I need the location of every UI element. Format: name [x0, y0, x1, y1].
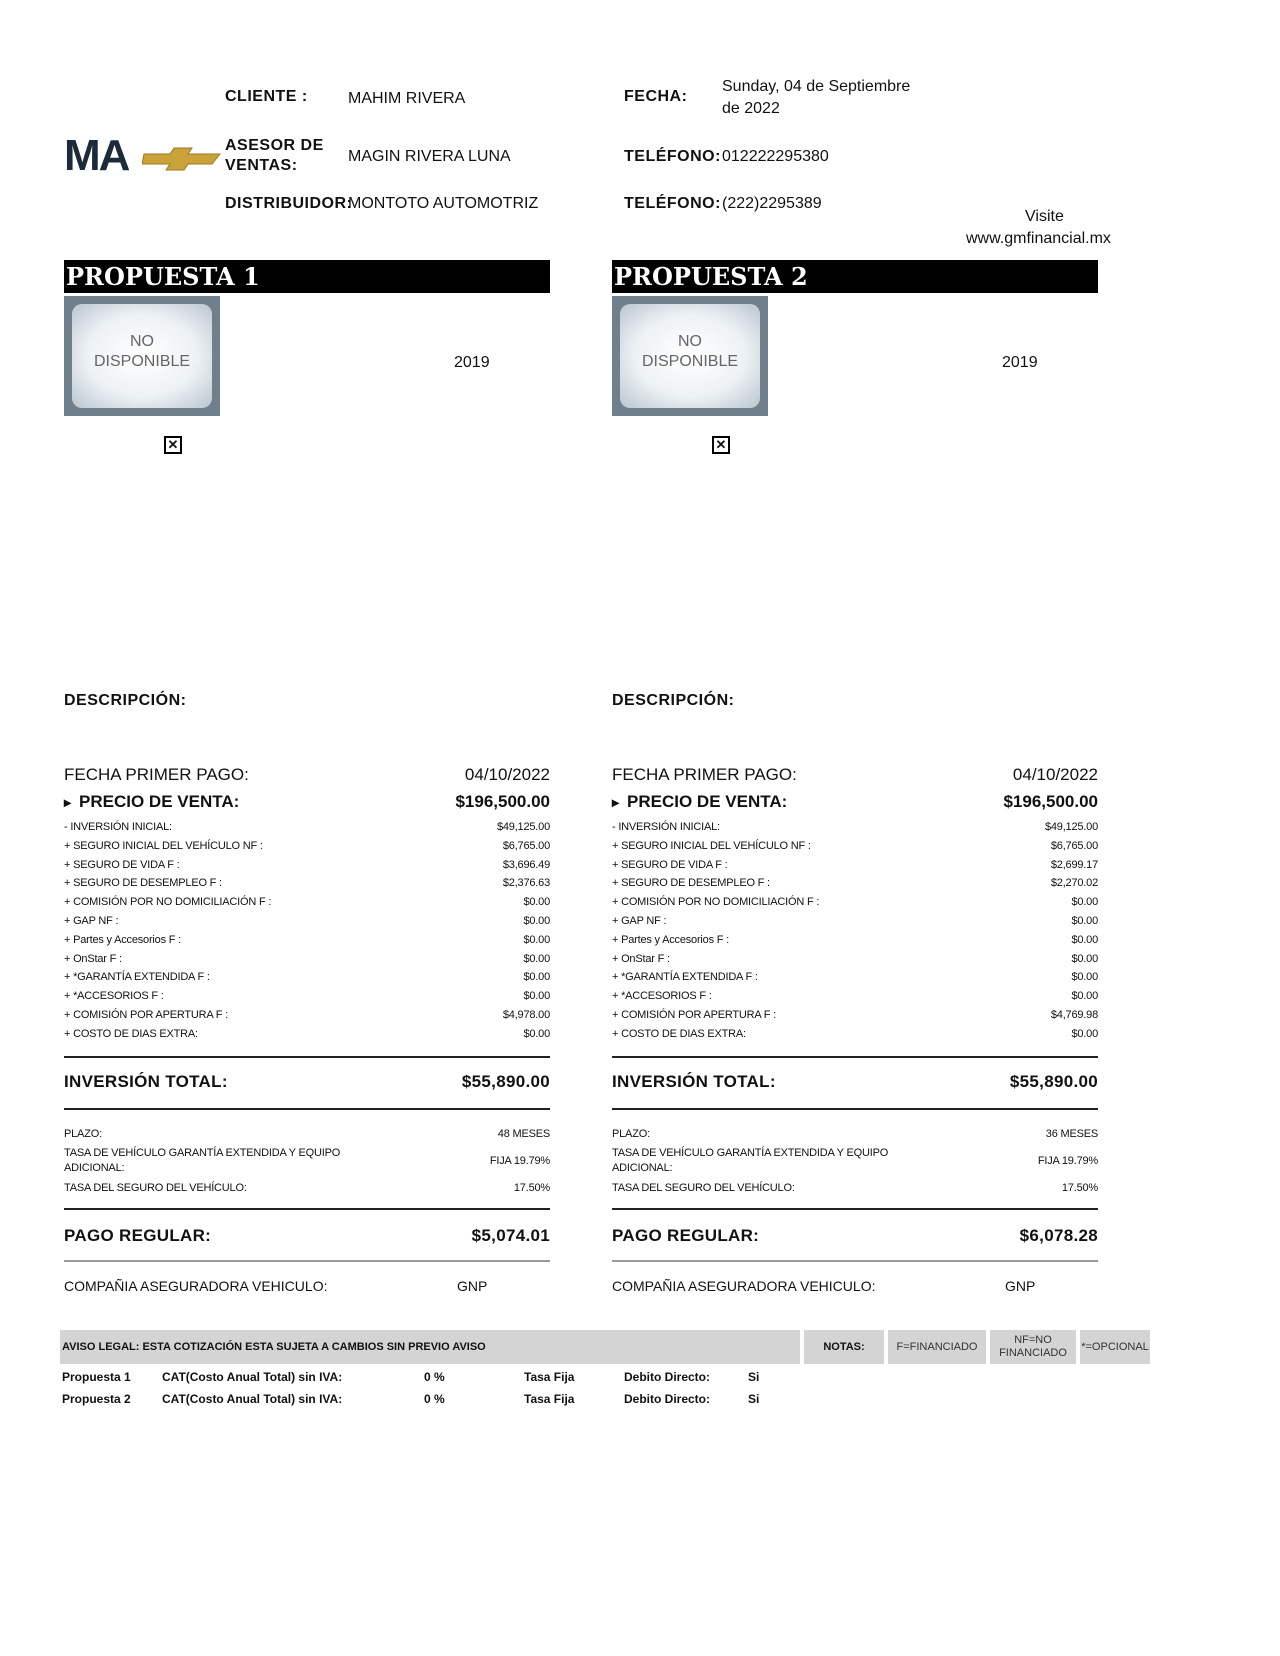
pago-regular-value: $6,078.28 [1019, 1226, 1098, 1245]
cliente-label: CLIENTE : [225, 88, 308, 105]
item-label: + GAP NF : [612, 914, 667, 927]
debito-label: Debito Directo: [624, 1370, 711, 1384]
nota-no-financiado: NF=NO FINANCIADO [990, 1330, 1076, 1364]
cost-items [612, 818, 1098, 1044]
item-value: $4,769.98 [1050, 1008, 1098, 1021]
cost-items [64, 818, 550, 1044]
website-link[interactable]: www.gmfinancial.mx [966, 230, 1111, 247]
plazo-label: PLAZO: [64, 1128, 102, 1140]
tasa-value: FIJA 19.79% [1037, 1154, 1098, 1167]
descripcion-label: DESCRIPCIÓN: [64, 692, 187, 709]
vehicle-year: 2019 [454, 354, 490, 371]
item-value: $0.00 [523, 990, 550, 1003]
list-item [64, 931, 550, 950]
tasa-seguro-label: TASA DEL SEGURO DEL VEHÍCULO: [612, 1182, 795, 1194]
distribuidor-value: MONTOTO AUTOMOTRIZ [348, 195, 539, 212]
list-item [612, 987, 1098, 1006]
cat-tasa: Tasa Fija [524, 1392, 575, 1406]
item-value: $2,699.17 [1050, 858, 1098, 871]
item-value: $49,125.00 [1044, 821, 1098, 833]
item-label: + COMISIÓN POR APERTURA F : [64, 1008, 229, 1021]
item-value: $0.00 [1071, 896, 1098, 909]
vehicle-image-placeholder: NO DISPONIBLE [64, 296, 220, 416]
list-item [612, 912, 1098, 931]
tasa-seguro-value: 17.50% [513, 1182, 550, 1194]
asesor-label: ASESOR DE VENTAS: [225, 137, 324, 174]
item-label: + COSTO DE DIAS EXTRA: [612, 1027, 746, 1040]
precio-venta-label: ▸ PRECIO DE VENTA: [612, 792, 787, 812]
tasa-row [612, 1146, 1098, 1176]
pago-regular-label: PAGO REGULAR: [64, 1226, 212, 1245]
tasa-seguro-row [64, 1182, 550, 1194]
list-item [612, 818, 1098, 837]
proposal-2 [612, 260, 1098, 1294]
item-value: $2,376.63 [502, 877, 550, 890]
pago-regular-row [612, 1226, 1098, 1246]
item-label: + *GARANTÍA EXTENDIDA F : [612, 971, 758, 984]
precio-venta-row [612, 792, 1098, 812]
telefono-label-1: TELÉFONO: [624, 148, 721, 165]
descripcion-label: DESCRIPCIÓN: [612, 692, 735, 709]
fecha-primer-pago-value: 04/10/2022 [1012, 765, 1098, 784]
list-item [612, 893, 1098, 912]
item-label: + SEGURO DE DESEMPLEO F : [612, 877, 770, 890]
cat-propuesta: Propuesta 1 [62, 1370, 131, 1384]
item-value: $6,765.00 [502, 839, 550, 852]
cat-value: 0 % [424, 1392, 445, 1406]
item-label: - INVERSIÓN INICIAL: [64, 821, 172, 833]
list-item [612, 874, 1098, 893]
item-label: + COMISIÓN POR NO DOMICILIACIÓN F : [612, 896, 820, 909]
aseguradora-label: COMPAÑIA ASEGURADORA VEHICULO: [612, 1278, 876, 1294]
item-value: $0.00 [1071, 933, 1098, 946]
broken-image-icon: ✕ [712, 436, 730, 454]
divider [64, 1108, 550, 1110]
item-value: $0.00 [1071, 914, 1098, 927]
list-item [612, 968, 1098, 987]
list-item [64, 987, 550, 1006]
vehicle-year: 2019 [1002, 354, 1038, 371]
item-label: + *GARANTÍA EXTENDIDA F : [64, 971, 210, 984]
telefono-value-2: (222)2295389 [722, 195, 822, 212]
divider [64, 1208, 550, 1210]
plazo-value: 36 MESES [1045, 1128, 1098, 1140]
item-value: $0.00 [523, 896, 550, 909]
proposal-title: PROPUESTA 1 [64, 260, 550, 293]
list-item [612, 1006, 1098, 1025]
tasa-label: TASA DE VEHÍCULO GARANTÍA EXTENDIDA Y EQUIPO ADICIONAL: [64, 1147, 341, 1174]
item-value: $49,125.00 [496, 821, 550, 833]
item-value: $6,765.00 [1050, 839, 1098, 852]
item-label: + Partes y Accesorios F : [612, 933, 729, 946]
item-label: + SEGURO DE VIDA F : [64, 858, 180, 871]
proposal-title: PROPUESTA 2 [612, 260, 1098, 293]
list-item [64, 968, 550, 987]
list-item [64, 912, 550, 931]
list-item [64, 1025, 550, 1044]
cat-value: 0 % [424, 1370, 445, 1384]
nota-opcional: *=OPCIONAL [1080, 1330, 1150, 1364]
debito-value: Si [748, 1392, 760, 1406]
item-value: $0.00 [1071, 1027, 1098, 1040]
item-value: $0.00 [1071, 971, 1098, 984]
plazo-row [64, 1128, 550, 1140]
fecha-label: FECHA: [624, 88, 688, 105]
vehicle-image-placeholder: NO DISPONIBLE [612, 296, 768, 416]
fecha-primer-pago-value: 04/10/2022 [464, 765, 550, 784]
cat-propuesta: Propuesta 2 [62, 1392, 131, 1406]
visite-label: Visite [1025, 208, 1064, 225]
tasa-seguro-value: 17.50% [1061, 1182, 1098, 1194]
inversion-total-row [64, 1072, 550, 1092]
item-label: + SEGURO INICIAL DEL VEHÍCULO NF : [612, 839, 811, 852]
nota-financiado: F=FINANCIADO [888, 1330, 986, 1364]
fecha-primer-pago-label: FECHA PRIMER PAGO: [612, 765, 797, 784]
telefono-label-2: TELÉFONO: [624, 195, 721, 212]
pago-regular-value: $5,074.01 [471, 1226, 550, 1245]
list-item [64, 837, 550, 856]
aseguradora-value: GNP [457, 1278, 488, 1294]
pago-regular-label: PAGO REGULAR: [612, 1226, 760, 1245]
inversion-total-row [612, 1072, 1098, 1092]
inversion-total-label: INVERSIÓN TOTAL: [612, 1072, 776, 1091]
list-item [64, 893, 550, 912]
divider [64, 1056, 550, 1058]
list-item [64, 1006, 550, 1025]
tasa-seguro-row [612, 1182, 1098, 1194]
divider [612, 1208, 1098, 1210]
aseguradora-label: COMPAÑIA ASEGURADORA VEHICULO: [64, 1278, 328, 1294]
cat-tasa: Tasa Fija [524, 1370, 575, 1384]
list-item [612, 950, 1098, 969]
list-item [612, 1025, 1098, 1044]
item-value: $3,696.49 [502, 858, 550, 871]
chevrolet-bowtie-icon [142, 144, 222, 172]
item-value: $0.00 [523, 1027, 550, 1040]
proposal-1 [64, 260, 550, 1294]
item-label: + COMISIÓN POR NO DOMICILIACIÓN F : [64, 896, 272, 909]
tasa-seguro-label: TASA DEL SEGURO DEL VEHÍCULO: [64, 1182, 247, 1194]
fecha-primer-pago-label: FECHA PRIMER PAGO: [64, 765, 249, 784]
cat-label: CAT(Costo Anual Total) sin IVA: [162, 1370, 343, 1384]
item-label: + *ACCESORIOS F : [612, 990, 712, 1003]
legal-bar [60, 1330, 1150, 1364]
item-label: + SEGURO DE VIDA F : [612, 858, 728, 871]
plazo-label: PLAZO: [612, 1128, 650, 1140]
item-value: $0.00 [523, 952, 550, 965]
list-item [64, 818, 550, 837]
aseguradora-value: GNP [1005, 1278, 1036, 1294]
plazo-row [612, 1128, 1098, 1140]
notas-label: NOTAS: [804, 1330, 884, 1364]
precio-venta-value: $196,500.00 [1003, 792, 1098, 811]
list-item [612, 856, 1098, 875]
item-label: + GAP NF : [64, 914, 119, 927]
list-item [612, 837, 1098, 856]
item-value: $0.00 [523, 971, 550, 984]
item-value: $0.00 [1071, 952, 1098, 965]
fecha-primer-pago-row [612, 765, 1098, 785]
item-label: + *ACCESORIOS F : [64, 990, 164, 1003]
inversion-total-label: INVERSIÓN TOTAL: [64, 1072, 228, 1091]
item-value: $4,978.00 [502, 1008, 550, 1021]
item-value: $2,270.02 [1050, 877, 1098, 890]
aviso-legal: AVISO LEGAL: ESTA COTIZACIÓN ESTA SUJETA A CAMBIOS SIN PREVIO AVISO [60, 1330, 800, 1364]
list-item [64, 856, 550, 875]
precio-venta-row [64, 792, 550, 812]
cat-label: CAT(Costo Anual Total) sin IVA: [162, 1392, 343, 1406]
precio-venta-value: $196,500.00 [455, 792, 550, 811]
divider [612, 1056, 1098, 1058]
broken-image-icon: ✕ [164, 436, 182, 454]
logo [64, 131, 224, 180]
pago-regular-row [64, 1226, 550, 1246]
telefono-value-1: 012222295380 [722, 148, 829, 165]
tasa-row [64, 1146, 550, 1176]
item-label: + COSTO DE DIAS EXTRA: [64, 1027, 198, 1040]
divider [612, 1108, 1098, 1110]
item-label: + OnStar F : [612, 952, 670, 965]
list-item [64, 874, 550, 893]
precio-venta-label: ▸ PRECIO DE VENTA: [64, 792, 239, 812]
item-value: $0.00 [523, 914, 550, 927]
asesor-value: MAGIN RIVERA LUNA [348, 148, 511, 165]
debito-value: Si [748, 1370, 760, 1384]
debito-label: Debito Directo: [624, 1392, 711, 1406]
item-label: + SEGURO INICIAL DEL VEHÍCULO NF : [64, 839, 263, 852]
tasa-value: FIJA 19.79% [489, 1154, 550, 1167]
list-item [612, 931, 1098, 950]
item-label: + Partes y Accesorios F : [64, 933, 181, 946]
cliente-value: MAHIM RIVERA [348, 90, 466, 107]
item-value: $0.00 [1071, 990, 1098, 1003]
item-label: + OnStar F : [64, 952, 122, 965]
item-label: + COMISIÓN POR APERTURA F : [612, 1008, 777, 1021]
item-label: + SEGURO DE DESEMPLEO F : [64, 877, 222, 890]
inversion-total-value: $55,890.00 [461, 1072, 550, 1091]
item-label: - INVERSIÓN INICIAL: [612, 821, 720, 833]
plazo-value: 48 MESES [497, 1128, 550, 1140]
dealer-logo-text: MA [64, 131, 129, 180]
tasa-label: TASA DE VEHÍCULO GARANTÍA EXTENDIDA Y EQUIPO ADICIONAL: [612, 1147, 889, 1174]
fecha-primer-pago-row [64, 765, 550, 785]
list-item [64, 950, 550, 969]
divider [64, 1260, 550, 1262]
divider [612, 1260, 1098, 1262]
fecha-value: Sunday, 04 de Septiembre de 2022 [722, 78, 911, 117]
distribuidor-label: DISTRIBUIDOR: [225, 195, 353, 212]
item-value: $0.00 [523, 933, 550, 946]
inversion-total-value: $55,890.00 [1009, 1072, 1098, 1091]
